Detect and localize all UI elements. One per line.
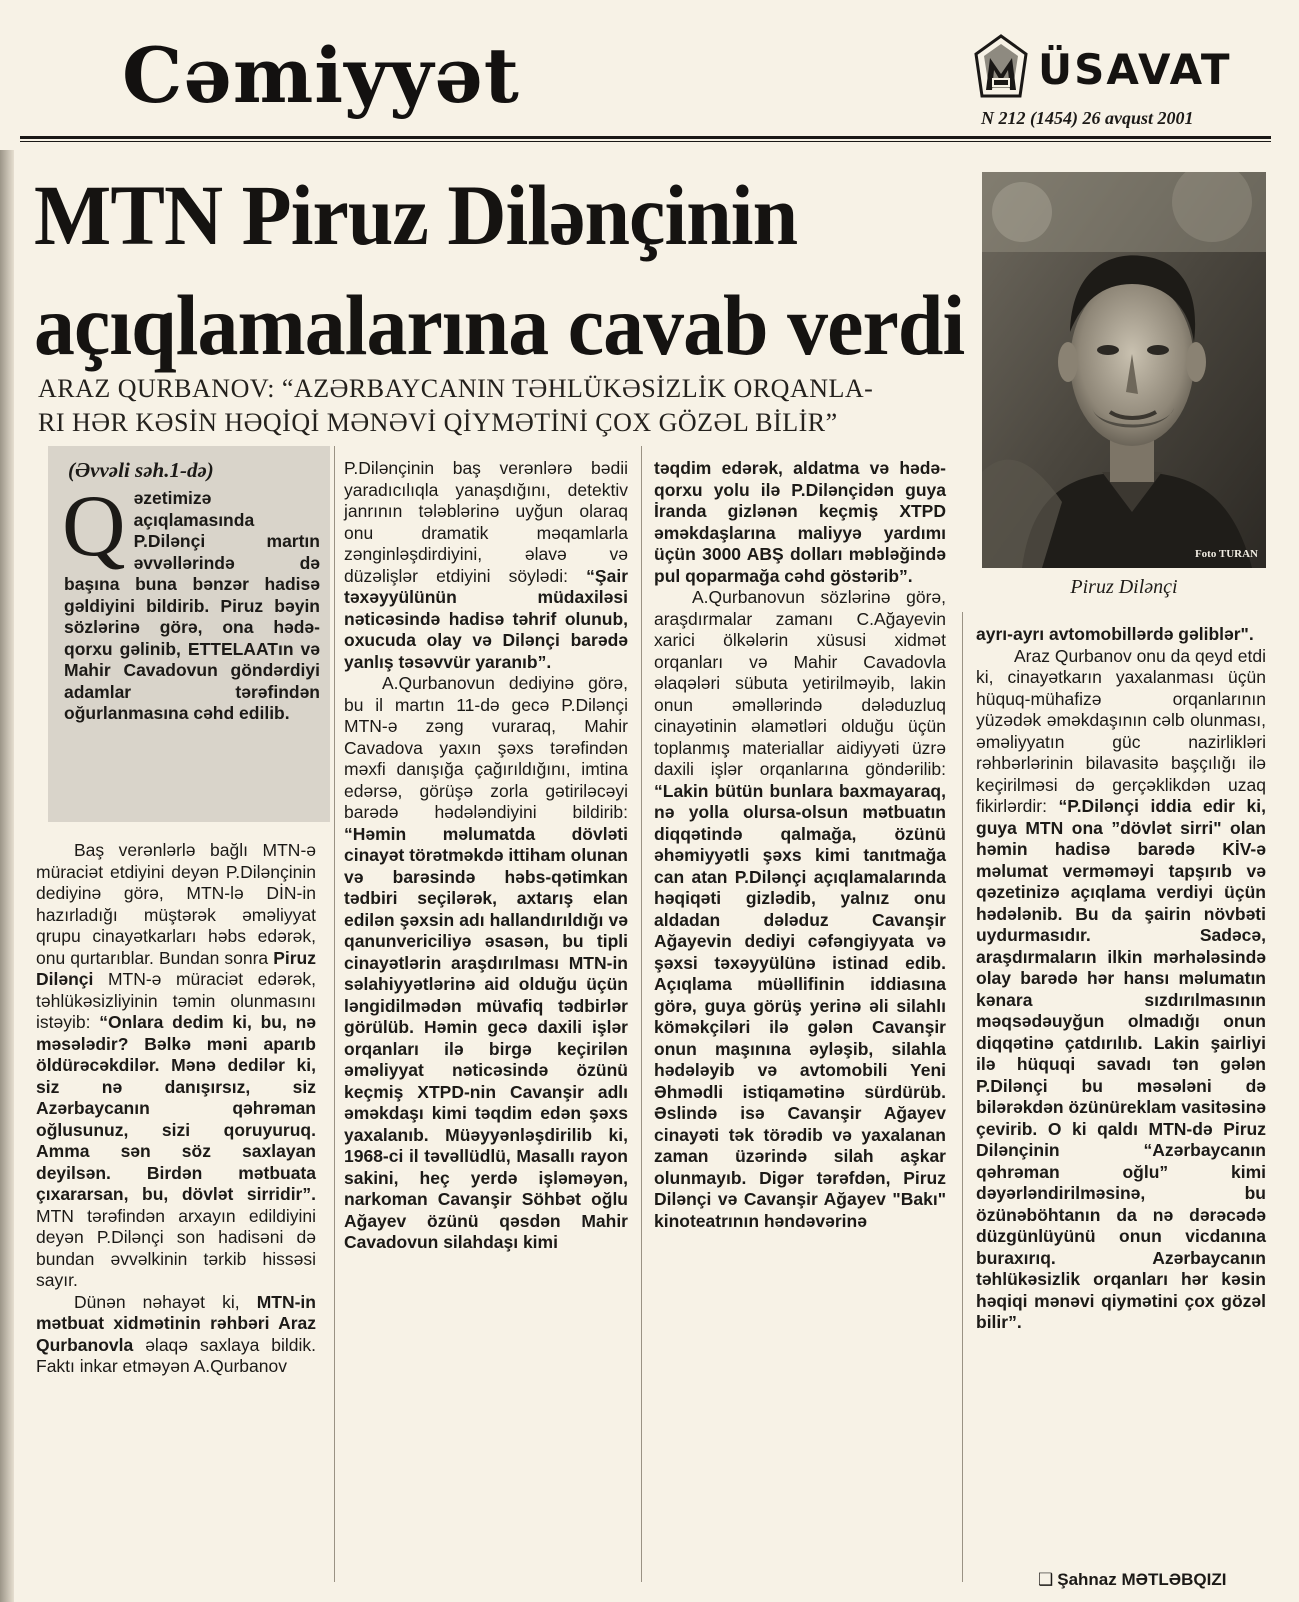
section-title: Cəmiyyət bbox=[122, 31, 520, 120]
author-byline bbox=[1038, 1570, 1226, 1590]
column-divider bbox=[334, 446, 335, 1582]
article-column-2 bbox=[344, 458, 628, 1254]
text-run: MTN tərəfindən arxayın edildiyini deyən P.Dilənçi son hadisəni də bundan əvvəlkinin tərkib hissəsi sayır. bbox=[36, 1205, 316, 1290]
photo-caption: Piruz Dilənçi bbox=[1070, 576, 1178, 598]
lead-paragraph bbox=[62, 478, 320, 725]
article-subhead bbox=[38, 372, 958, 440]
quote-bold: “P.Dilənçi iddia edir ki, guya MTN ona ”dövlət sirri" olan həmin hadisə barədə KİV-ə məlumat verməməyi tapşırıb və qəzetinizə açıqlama verdiyi üçün hədələnib. Bu da şairin növbəti uydurmasıdır. Sadəcə, araşdırmaların ilkin mərhələsində olay barədə hər hansı məlumatın kənara sızdırılmasının məqsədəuyğun olmadığı onun diqqətinə çatdırılıb. Lakin şairliyi ilə hüquqi savadı tən gələn P.Dilənçi bu məsələni də bilərəkdən özünüreklam vasitəsinə çevirib. O ki qaldı MTN-də Piruz Dilənçinin “Azərbaycanın qəhrəman oğlu” kimi dəyərləndirilməsinə, bu özünəböhtanın da nə dərəcədə düzgünlüyünü onun vicdanına buraxırıq. Azərbaycanın təhlükəsizlik orqanları hər kəsin həqiqi mənəvi qiymətini çox gözəl bilir”. bbox=[976, 796, 1266, 1332]
photo-credit: Foto TURAN bbox=[1194, 548, 1258, 560]
text-run-bold: Piruz Dilənçi bbox=[36, 947, 316, 989]
text-run: A.Qurbanovun dediyinə görə, bu il martın 11-də gecə P.Dilənçi MTN-ə zəng vuraraq, Mahir Cavadova yaxın şəxs tərəfindən məxfi danışığa çağırıldığını, imtina edərsə, görüşə zorla gətiriləcəyi barədə hədələndiyini bildirib: bbox=[344, 673, 628, 822]
lead-text: əzetimizə açıqlamasında P.Dilənçi martın əvvəllərində də başına buna bənzər hadisə gəldiyini bildirib. Piruz bəyin sözlərinə görə, ona hədə-qorxu gəlinib, ETTELAATın və Mahir Cavadovun göndərdiyi adamlar tərəfindən oğurlanmasına cəhd edilib. bbox=[64, 488, 320, 723]
issue-info: N 212 (1454) 26 avqust 2001 bbox=[981, 108, 1194, 128]
continued-from-label: (Əvvəli səh.1-də) bbox=[68, 458, 214, 482]
article-column-4 bbox=[976, 624, 1266, 1334]
text-run: Araz Qurbanov onu da qeyd etdi ki, cinayətkarın yaxalanması üçün hüquq-mühafizə orqanlarının yüzədək əməkdaşının cəlb olunması, əməliyyatın güc nazirlikləri rəhbərlərinin bilavasitə başçılığı ilə keçirilməsi də gerçəklikdən uzaq fikirlərdir: bbox=[976, 645, 1266, 816]
masthead-rule bbox=[20, 136, 1271, 139]
paragraph bbox=[36, 1292, 316, 1378]
quote-bold: “Onlara dedim ki, bu, nə məsələdir? Bəlkə məni aparıb öldürəcəkdilər. Mənə dedilər ki, siz nə danışırsız, siz Azərbaycanın qəhrəman oğlusunuz, sizi qoruyuruq. Amma sən söz saxlayan deyilsən. Birdən mətbuata çıxararsan, bu, dövlət sirridir”. bbox=[36, 1012, 316, 1204]
paragraph: təqdim edərək, aldatma və hədə-qorxu yolu ilə P.Dilənçidən guya İranda gizlənən keçmiş XTPD əməkdaşlarına maliyyə yardımı üçün 3000 ABŞ dolları məbləğində pul qoparmağa cəhd göstərib”. bbox=[654, 458, 946, 586]
text-run: əlaqə saxlaya bildik. Faktı inkar etməyən A.Qurbanov bbox=[36, 1334, 316, 1376]
paper-name: ÜSAVAT bbox=[1038, 44, 1232, 94]
column-divider bbox=[962, 612, 963, 1582]
musavat-logo-icon bbox=[966, 34, 1036, 104]
quote-bold: “Həmin məlumatda dövləti cinayət törətməkdə ittiham olunan və barəsində həbs-qətimkan tədbiri seçilərək, axtarış elan edilən şəxsin adı hallandırıldığı və qanunvericiliyə əsasən, bu tipli cinayətlərin araşdırılması MTN-in səlahiyyətlərinə aid olduğu üçün ləngidilmədən müvafiq tədbirlər görülüb. Həmin gecə daxili işlər orqanları ilə birgə keçirilən əməliyyat nəticəsində özünü keçmiş XTPD-nin Cavanşir adlı əməkdaşı kimi təqdim edən şəxs yaxalanıb. Müəyyənləşdirilib ki, 1968-ci il təvəllüdlü, Masallı rayon sakini, heç yerdə işləməyən, narkoman Cavanşir Söhbət oğlu Ağayev özünü qəsdən Mahir Cavadovun silahdaşı kimi bbox=[344, 823, 628, 1252]
paper-logo bbox=[966, 34, 1232, 104]
portrait-image bbox=[982, 172, 1266, 568]
article-column-3 bbox=[654, 458, 946, 1232]
subhead-line-1: ARAZ QURBANOV: “AZƏRBAYCANIN TƏHLÜKƏSİZLİK ORQANLA- bbox=[38, 374, 874, 403]
subhead-line-2: RI HƏR KƏSİN HƏQİQİ MƏNƏVİ QİYMƏTİNİ ÇOX GÖZƏL BİLİR” bbox=[38, 408, 838, 437]
headline-line-2: açıqlamalarına cavab verdi bbox=[34, 277, 965, 373]
paragraph bbox=[654, 587, 946, 1232]
author-name: Şahnaz MƏTLƏBQIZI bbox=[1057, 1570, 1227, 1589]
paragraph bbox=[36, 840, 316, 1292]
quote-bold: “Şair təxəyyülünün müdaxiləsi nəticəsində hadisə təhrif olunub, oxucuda olay və Dilənçi barədə yanlış təsəvvür yaranıb”. bbox=[344, 565, 628, 672]
text-run: A.Qurbanovun sözlərinə görə, araşdırmalar zamanı C.Ağayevin xarici ölkələrin xüsusi xidmət orqanları və Mahir Cavadovla əlaqələri sübuta yetirilməyib, lakin onun əməllərində dələduzluq cinayətinin əlamətləri olduğu üçün toplanmış materiallar aidiyyəti üzrə daxili işlər orqanlarına göndərilib: bbox=[654, 587, 946, 779]
text-run: P.Dilənçinin baş verənlərə bədii yaradıcılıqla yanaşdığını, detektiv janrının tələblərinə uyğun olaraq onu dramatik məqamlarla zənginləşdirdiyini, əlavə və düzəlişlər etdiyini söylədi: bbox=[344, 458, 628, 586]
masthead-rule-thin bbox=[20, 141, 1271, 142]
article-column-1 bbox=[36, 840, 316, 1378]
text-run: Dünən nəhayət ki, bbox=[74, 1291, 257, 1312]
paragraph bbox=[344, 673, 628, 1254]
column-divider bbox=[641, 446, 642, 1582]
paragraph: ayrı-ayrı avtomobillərdə gəliblər". bbox=[976, 624, 1254, 644]
text-run-bold: MTN-in mətbuat xidmətinin rəhbəri Araz Qurbanovla bbox=[36, 1291, 316, 1355]
portrait-photo bbox=[982, 172, 1266, 568]
paragraph bbox=[344, 458, 628, 673]
quote-bold: “Lakin bütün bunlara baxmayaraq, nə yolla olursa-olsun mətbuatın diqqətində qalmağa, özünü əhəmiyyətli şəxs kimi tanıtmağa can atan P.Dilənçi açıqlamalarında həqiqəti gizlədib, yalnız onu aldadan dələduz Cavanşir Ağayevin dediyi cəfəngiyyata və şəxsi təxəyyülünə istinad edib. Açıqlama müəllifinin iddiasına görə, guya görüş yerinə əli silahlı köməkçiləri ilə gələn Cavanşir onun maşınına əyləşib, silahla hədələyib və avtomobili Yeni Əhmədli istiqamətinə sürdürüb. Əslində isə Cavanşir Ağayev cinayəti tək törədib və yaxalanan zaman üzərində silah aşkar olunmayıb. Digər tərəfdən, Piruz Dilənçi və Cavanşir Ağayev "Bakı" kinoteatrının həndəvərinə bbox=[654, 780, 946, 1231]
text-run: MTN-ə müraciət edərək, təhlükəsizliyinin təmin olunmasını istəyib: bbox=[36, 969, 316, 1032]
article-headline bbox=[34, 160, 965, 380]
drop-cap: Q bbox=[62, 478, 126, 575]
paragraph bbox=[976, 646, 1266, 1334]
byline-box-icon: ❑ bbox=[1038, 1570, 1054, 1589]
text-run: Baş verənlərlə bağlı MTN-ə müraciət etdiyini deyən P.Dilənçinin dediyinə görə, MTN-lə DİN-in hazırladığı müştərək əməliyyat qrupu cinayətkarları həbs edərək, onu qurtarıblar. Bundan sonra bbox=[36, 840, 316, 968]
headline-line-1: MTN Piruz Dilənçinin bbox=[34, 167, 798, 263]
page-edge-shadow bbox=[0, 150, 14, 1602]
